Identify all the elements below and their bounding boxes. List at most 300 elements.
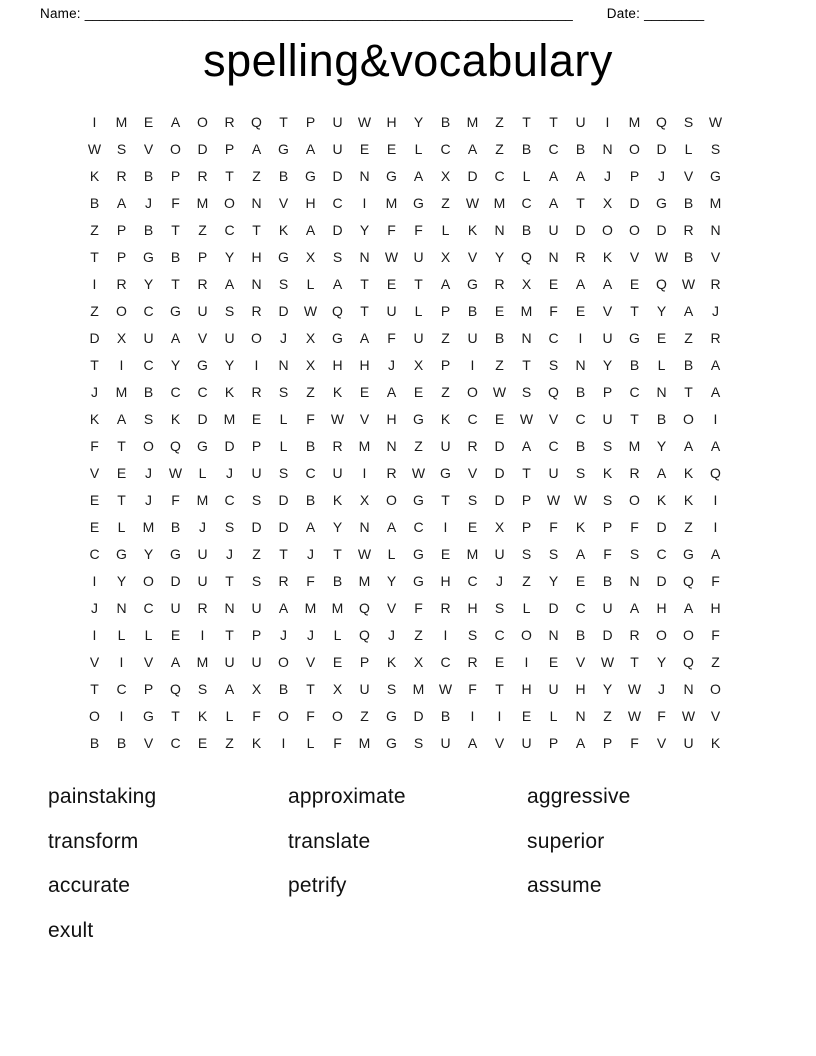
grid-letter: X [440, 249, 451, 265]
grid-letter: G [710, 168, 721, 184]
grid-letter: P [548, 735, 559, 751]
grid-letter: I [281, 735, 286, 751]
grid-letter: Z [198, 222, 207, 238]
grid-letter: C [440, 141, 451, 157]
grid-letter: Z [441, 384, 450, 400]
grid-letter: P [521, 519, 532, 535]
grid-letter: V [602, 303, 613, 319]
grid-letter: I [362, 195, 367, 211]
grid-row [81, 190, 729, 217]
grid-letter: Y [224, 249, 235, 265]
grid-letter: A [629, 600, 640, 616]
grid-letter: V [89, 654, 100, 670]
grid-letter: M [385, 195, 398, 211]
grid-letter: B [278, 168, 289, 184]
grid-letter: Z [252, 168, 261, 184]
grid-letter: I [443, 627, 448, 643]
grid-letter: T [684, 384, 693, 400]
grid-letter: T [495, 681, 504, 697]
grid-letter: Y [656, 654, 667, 670]
grid-letter: U [197, 303, 208, 319]
grid-letter: F [306, 708, 315, 724]
grid-letter: K [602, 249, 613, 265]
grid-letter: K [683, 492, 694, 508]
grid-letter: O [629, 222, 640, 238]
grid-letter: G [197, 438, 208, 454]
grid-letter: L [414, 303, 423, 319]
grid-letter: B [116, 735, 127, 751]
grid-letter: W [357, 114, 372, 130]
grid-letter: I [92, 573, 97, 589]
grid-letter: I [443, 519, 448, 535]
grid-letter: A [305, 222, 316, 238]
grid-letter: G [278, 249, 289, 265]
grid-letter: U [332, 114, 343, 130]
grid-letter: C [116, 681, 127, 697]
grid-letter: F [90, 438, 99, 454]
grid-row [81, 325, 729, 352]
grid-letter: F [657, 708, 666, 724]
grid-letter: D [575, 222, 586, 238]
grid-letter: W [384, 249, 399, 265]
word-list-item: assume [527, 874, 602, 897]
grid-letter: V [143, 141, 154, 157]
grid-row [81, 487, 729, 514]
grid-letter: S [548, 546, 559, 562]
grid-letter: G [467, 276, 478, 292]
grid-letter: H [575, 681, 586, 697]
grid-letter: B [575, 438, 586, 454]
grid-letter: W [681, 276, 696, 292]
grid-letter: U [494, 546, 505, 562]
grid-letter: W [546, 492, 561, 508]
grid-letter: Z [495, 357, 504, 373]
grid-letter: T [522, 357, 531, 373]
grid-letter: L [441, 222, 450, 238]
grid-letter: B [440, 114, 451, 130]
grid-letter: E [359, 141, 370, 157]
grid-letter: P [116, 222, 127, 238]
grid-letter: C [332, 195, 343, 211]
letter-grid [81, 109, 729, 757]
grid-letter: I [92, 276, 97, 292]
grid-row [81, 379, 729, 406]
grid-letter: U [548, 222, 559, 238]
grid-letter: F [171, 492, 180, 508]
grid-letter: X [494, 519, 505, 535]
grid-letter: W [654, 249, 669, 265]
name-label: Name: [40, 6, 81, 21]
grid-letter: N [359, 249, 370, 265]
grid-letter: I [119, 654, 124, 670]
grid-letter: G [656, 195, 667, 211]
grid-letter: A [170, 330, 181, 346]
grid-letter: N [575, 357, 586, 373]
grid-letter: X [440, 168, 451, 184]
grid-letter: O [224, 195, 235, 211]
grid-letter: J [145, 195, 152, 211]
grid-letter: O [278, 654, 289, 670]
grid-letter: V [143, 654, 154, 670]
grid-letter: A [251, 141, 262, 157]
grid-letter: Y [656, 303, 667, 319]
grid-letter: C [197, 384, 208, 400]
grid-letter: N [359, 519, 370, 535]
grid-letter: F [171, 195, 180, 211]
grid-letter: K [440, 411, 451, 427]
grid-letter: A [386, 519, 397, 535]
grid-letter: A [116, 195, 127, 211]
grid-letter: G [440, 465, 451, 481]
grid-letter: Q [332, 303, 343, 319]
grid-letter: F [630, 735, 639, 751]
grid-letter: V [143, 735, 154, 751]
grid-letter: C [548, 330, 559, 346]
grid-letter: Z [414, 627, 423, 643]
grid-letter: B [332, 573, 343, 589]
grid-letter: D [278, 303, 289, 319]
grid-letter: O [278, 708, 289, 724]
grid-letter: A [710, 384, 721, 400]
grid-letter: H [656, 600, 667, 616]
grid-letter: Q [521, 249, 532, 265]
grid-letter: T [522, 114, 531, 130]
grid-letter: G [170, 303, 181, 319]
grid-letter: B [521, 222, 532, 238]
grid-letter: Q [251, 114, 262, 130]
grid-letter: H [386, 411, 397, 427]
grid-letter: U [197, 546, 208, 562]
grid-letter: L [198, 465, 207, 481]
grid-letter: C [224, 222, 235, 238]
grid-letter: U [683, 735, 694, 751]
grid-letter: U [359, 681, 370, 697]
grid-letter: C [89, 546, 100, 562]
grid-letter: X [305, 357, 316, 373]
grid-letter: V [278, 195, 289, 211]
grid-letter: V [386, 600, 397, 616]
grid-letter: Z [252, 546, 261, 562]
grid-letter: K [332, 492, 343, 508]
grid-letter: B [170, 519, 181, 535]
grid-letter: W [600, 654, 615, 670]
grid-letter: I [524, 654, 529, 670]
grid-letter: D [656, 141, 667, 157]
grid-letter: Y [656, 438, 667, 454]
grid-row [81, 298, 729, 325]
grid-letter: Z [684, 330, 693, 346]
grid-letter: A [683, 303, 694, 319]
grid-letter: A [656, 465, 667, 481]
grid-letter: L [225, 708, 234, 724]
grid-letter: O [683, 411, 694, 427]
grid-row [81, 163, 729, 190]
grid-letter: G [332, 330, 343, 346]
grid-letter: V [710, 249, 721, 265]
grid-letter: Y [143, 276, 154, 292]
grid-letter: B [440, 708, 451, 724]
grid-letter: C [170, 735, 181, 751]
grid-letter: L [333, 627, 342, 643]
grid-letter: C [143, 600, 154, 616]
grid-letter: R [197, 600, 208, 616]
grid-letter: B [629, 357, 640, 373]
grid-letter: E [332, 654, 343, 670]
grid-letter: B [683, 357, 694, 373]
grid-letter: U [440, 735, 451, 751]
grid-letter: V [575, 654, 586, 670]
grid-letter: S [386, 681, 397, 697]
grid-letter: V [629, 249, 640, 265]
grid-letter: V [683, 168, 694, 184]
grid-letter: N [629, 573, 640, 589]
grid-letter: A [116, 411, 127, 427]
grid-letter: Q [170, 681, 181, 697]
grid-letter: G [413, 411, 424, 427]
grid-letter: M [520, 303, 533, 319]
grid-letter: T [630, 654, 639, 670]
grid-letter: E [143, 114, 154, 130]
grid-letter: W [303, 303, 318, 319]
grid-letter: S [602, 438, 613, 454]
grid-letter: U [170, 600, 181, 616]
grid-letter: G [143, 708, 154, 724]
grid-letter: M [196, 195, 209, 211]
grid-letter: I [92, 114, 97, 130]
grid-letter: T [90, 357, 99, 373]
grid-letter: B [575, 384, 586, 400]
grid-letter: E [548, 654, 559, 670]
grid-letter: E [629, 276, 640, 292]
grid-letter: K [602, 465, 613, 481]
grid-letter: U [602, 411, 613, 427]
grid-letter: A [602, 276, 613, 292]
grid-letter: P [170, 168, 181, 184]
grid-letter: B [575, 141, 586, 157]
grid-letter: Z [414, 438, 423, 454]
grid-letter: P [359, 654, 370, 670]
grid-letter: A [305, 141, 316, 157]
grid-letter: S [629, 546, 640, 562]
worksheet-title: spelling&vocabulary [203, 35, 613, 86]
grid-letter: M [115, 384, 128, 400]
grid-letter: Y [494, 249, 505, 265]
grid-letter: V [467, 249, 478, 265]
grid-letter: M [493, 195, 506, 211]
grid-letter: Q [359, 627, 370, 643]
grid-letter: N [548, 249, 559, 265]
grid-letter: O [197, 114, 208, 130]
grid-letter: F [603, 546, 612, 562]
grid-letter: M [196, 492, 209, 508]
grid-letter: U [602, 330, 613, 346]
grid-letter: H [440, 573, 451, 589]
grid-letter: N [224, 600, 235, 616]
grid-letter: O [467, 384, 478, 400]
grid-letter: C [575, 600, 586, 616]
grid-letter: V [359, 411, 370, 427]
grid-row [81, 730, 729, 757]
grid-letter: U [224, 330, 235, 346]
grid-letter: K [332, 384, 343, 400]
grid-letter: I [605, 114, 610, 130]
grid-letter: Z [441, 195, 450, 211]
grid-row [81, 244, 729, 271]
word-list-item: transform [48, 829, 139, 853]
grid-letter: Z [603, 708, 612, 724]
grid-letter: U [413, 330, 424, 346]
grid-letter: B [683, 249, 694, 265]
date-label: Date: [606, 6, 641, 21]
grid-letter: Q [170, 438, 181, 454]
grid-letter: S [494, 600, 505, 616]
grid-letter: J [307, 546, 314, 562]
name-line: _________________________________________________________________ [84, 6, 573, 21]
grid-letter: H [332, 357, 343, 373]
grid-letter: I [497, 708, 502, 724]
grid-letter: M [466, 114, 479, 130]
grid-letter: U [143, 330, 154, 346]
grid-letter: C [413, 519, 424, 535]
grid-letter: S [116, 141, 127, 157]
grid-letter: G [413, 195, 424, 211]
grid-letter: N [278, 357, 289, 373]
grid-letter: R [440, 600, 451, 616]
grid-letter: D [656, 519, 667, 535]
grid-letter: A [548, 195, 559, 211]
grid-letter: B [521, 141, 532, 157]
grid-letter: K [278, 222, 289, 238]
grid-letter: D [89, 330, 100, 346]
grid-letter: T [225, 573, 234, 589]
grid-letter: N [251, 276, 262, 292]
grid-letter: S [332, 249, 343, 265]
grid-letter: C [629, 384, 640, 400]
grid-letter: I [119, 708, 124, 724]
grid-letter: V [710, 708, 721, 724]
grid-letter: T [549, 114, 558, 130]
grid-letter: G [305, 168, 316, 184]
grid-letter: E [521, 708, 532, 724]
grid-letter: S [197, 681, 208, 697]
grid-letter: P [116, 249, 127, 265]
grid-letter: T [90, 249, 99, 265]
word-column [527, 783, 816, 961]
grid-letter: W [438, 681, 453, 697]
grid-letter: T [306, 681, 315, 697]
grid-letter: M [412, 681, 425, 697]
grid-letter: O [386, 492, 397, 508]
grid-letter: F [306, 411, 315, 427]
grid-letter: B [305, 438, 316, 454]
grid-letter: R [251, 303, 262, 319]
grid-letter: U [440, 438, 451, 454]
grid-letter: B [89, 735, 100, 751]
grid-letter: R [467, 654, 478, 670]
grid-letter: R [386, 465, 397, 481]
grid-letter: S [224, 519, 235, 535]
grid-letter: A [710, 438, 721, 454]
grid-letter: H [305, 195, 316, 211]
grid-letter: P [629, 168, 640, 184]
grid-letter: L [522, 168, 531, 184]
grid-letter: U [251, 465, 262, 481]
grid-letter: U [413, 249, 424, 265]
grid-letter: E [467, 519, 478, 535]
word-list-item: aggressive [527, 785, 631, 808]
grid-letter: O [629, 141, 640, 157]
grid-letter: B [305, 492, 316, 508]
grid-letter: Y [386, 573, 397, 589]
grid-letter: E [359, 384, 370, 400]
grid-letter: G [197, 357, 208, 373]
grid-letter: X [116, 330, 127, 346]
grid-letter: R [197, 276, 208, 292]
grid-letter: D [278, 492, 289, 508]
grid-letter: T [360, 303, 369, 319]
grid-letter: R [710, 276, 721, 292]
grid-letter: K [710, 735, 721, 751]
grid-letter: K [251, 735, 262, 751]
grid-letter: X [521, 276, 532, 292]
grid-letter: A [575, 168, 586, 184]
grid-letter: K [575, 519, 586, 535]
grid-letter: S [521, 546, 532, 562]
grid-letter: U [548, 465, 559, 481]
grid-letter: T [333, 546, 342, 562]
grid-letter: F [414, 222, 423, 238]
grid-letter: T [117, 492, 126, 508]
grid-letter: D [602, 627, 613, 643]
grid-letter: I [92, 627, 97, 643]
grid-letter: F [414, 600, 423, 616]
grid-letter: U [197, 573, 208, 589]
grid-letter: Q [548, 384, 559, 400]
grid-letter: X [251, 681, 262, 697]
grid-letter: L [117, 519, 126, 535]
grid-letter: A [332, 276, 343, 292]
word-column [288, 783, 527, 961]
grid-letter: U [467, 330, 478, 346]
grid-letter: P [143, 681, 154, 697]
grid-letter: P [602, 735, 613, 751]
grid-letter: G [386, 735, 397, 751]
grid-letter: I [470, 708, 475, 724]
grid-letter: A [386, 384, 397, 400]
word-list-item: accurate [48, 874, 131, 897]
grid-letter: Y [224, 357, 235, 373]
grid-row [81, 109, 729, 136]
grid-letter: R [116, 276, 127, 292]
grid-letter: Q [683, 573, 694, 589]
grid-letter: F [306, 573, 315, 589]
grid-letter: D [170, 573, 181, 589]
grid-letter: U [251, 654, 262, 670]
grid-letter: X [332, 681, 343, 697]
grid-letter: J [658, 681, 665, 697]
grid-letter: F [468, 681, 477, 697]
grid-letter: J [280, 330, 287, 346]
grid-letter: D [332, 168, 343, 184]
grid-letter: R [224, 114, 235, 130]
grid-letter: D [278, 519, 289, 535]
grid-letter: B [494, 330, 505, 346]
grid-row [81, 136, 729, 163]
grid-row [81, 676, 729, 703]
grid-letter: E [494, 654, 505, 670]
grid-letter: N [116, 600, 127, 616]
grid-letter: Z [90, 303, 99, 319]
